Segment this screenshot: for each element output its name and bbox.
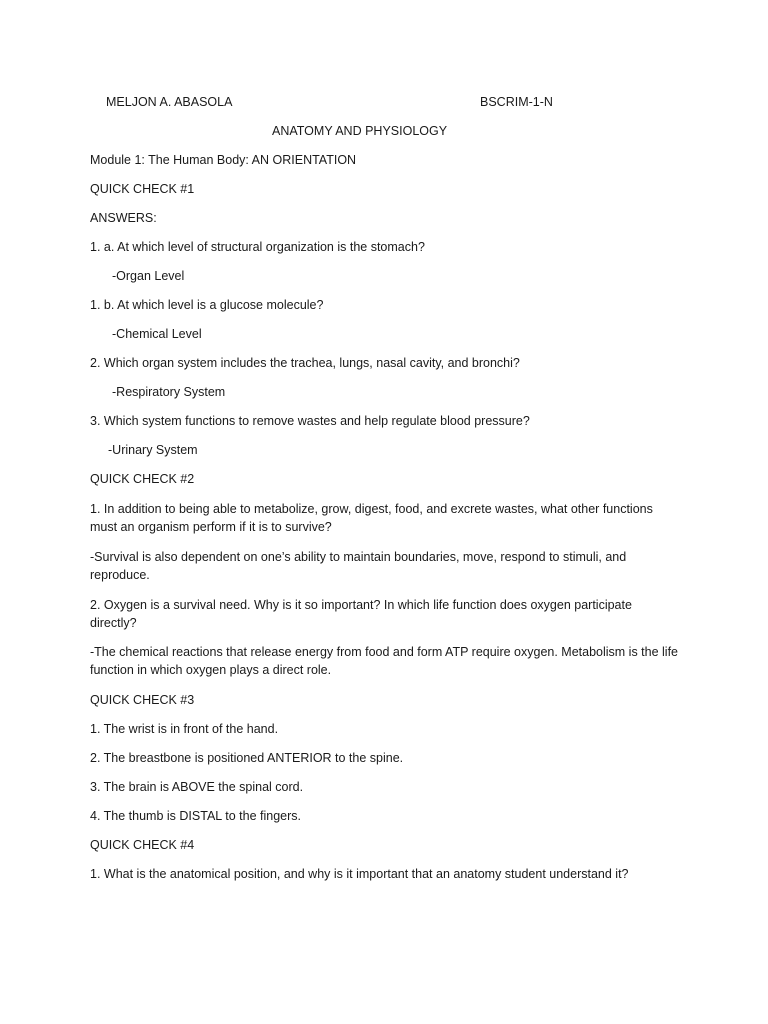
qc3-statement-4: 4. The thumb is DISTAL to the fingers. [90,809,301,823]
answers-label: ANSWERS: [90,211,157,225]
qc2-answer-2: -The chemical reactions that release energy from food and form ATP require oxygen. Metabolism is the life function in which oxygen plays a direct role. [90,645,679,677]
module-title: Module 1: The Human Body: AN ORIENTATION [90,153,357,167]
question-1a: 1. a. At which level of structural organization is the stomach? [90,240,425,254]
student-name: MELJON A. ABASOLA [106,95,233,109]
qc3-statement-2: 2. The breastbone is positioned ANTERIOR to the spine. [90,751,404,765]
qc3-statement-3: 3. The brain is ABOVE the spinal cord. [90,780,304,794]
question-3: 3. Which system functions to remove wastes and help regulate blood pressure? [90,414,530,428]
qc2-answer-1: -Survival is also dependent on one’s ability to maintain boundaries, move, respond to stimuli, and reproduce. [90,550,627,582]
quick-check-1-heading: QUICK CHECK #1 [90,182,195,196]
subject-title: ANATOMY AND PHYSIOLOGY [272,124,448,138]
qc2-question-1: 1. In addition to being able to metabolize, grow, digest, food, and excrete wastes, what other functions must an organism perform if it is to survive? [90,502,653,534]
qc2-question-2: 2. Oxygen is a survival need. Why is it so important? In which life function does oxygen participate directly? [90,598,632,630]
qc4-question-1: 1. What is the anatomical position, and why is it important that an anatomy student understand it? [90,867,629,881]
quick-check-4-heading: QUICK CHECK #4 [90,838,195,852]
student-section: BSCRIM-1-N [480,95,553,109]
quick-check-3-heading: QUICK CHECK #3 [90,693,195,707]
question-2: 2. Which organ system includes the trachea, lungs, nasal cavity, and bronchi? [90,356,520,370]
answer-1b: -Chemical Level [112,327,202,341]
answer-1a: -Organ Level [112,269,185,283]
qc3-statement-1: 1. The wrist is in front of the hand. [90,722,279,736]
quick-check-2-heading: QUICK CHECK #2 [90,472,195,486]
question-1b: 1. b. At which level is a glucose molecule? [90,298,324,312]
answer-3: -Urinary System [108,443,198,457]
answer-2: -Respiratory System [112,385,226,399]
